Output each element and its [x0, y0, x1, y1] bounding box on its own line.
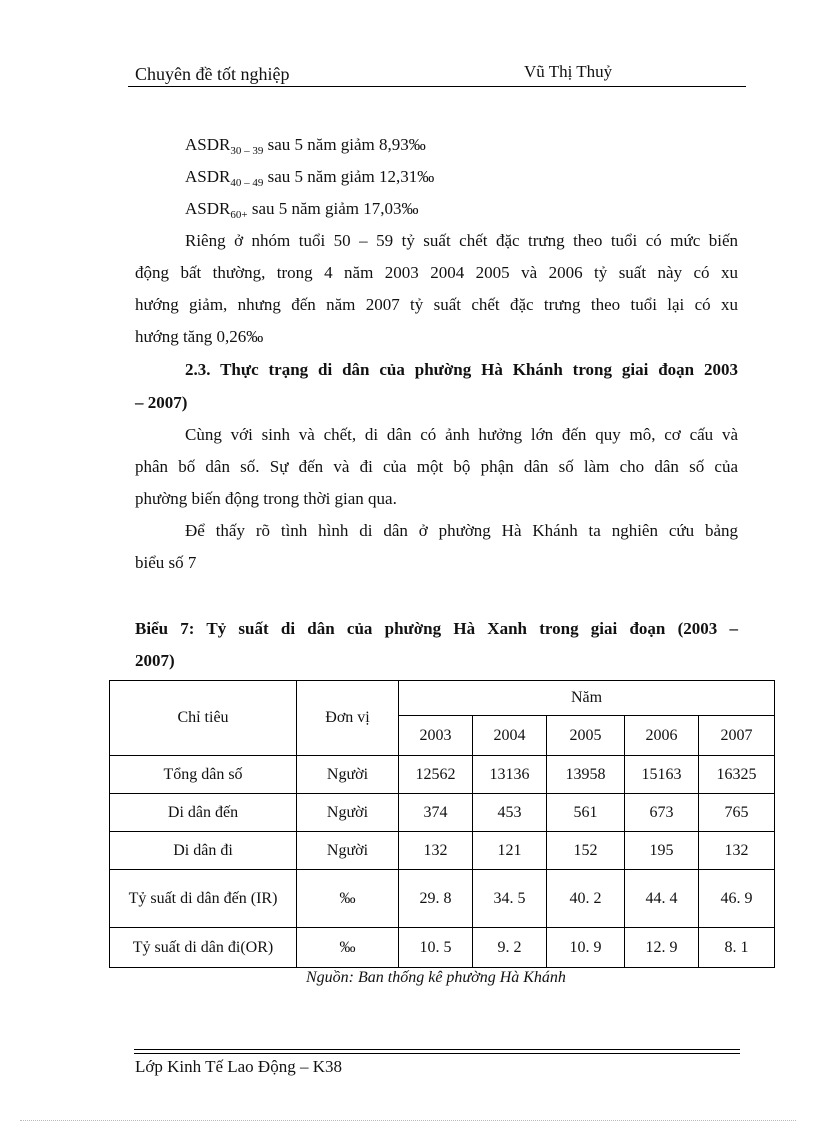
paragraph-line: hướng giảm, nhưng đến năm 2007 tỷ suất chết đặc trưng theo tuổi lại có xu: [135, 295, 738, 314]
table-cell: 44. 4: [625, 870, 699, 928]
row-unit: ‰: [297, 928, 399, 968]
table-cell: 13958: [547, 756, 625, 794]
row-unit: Người: [297, 794, 399, 832]
year-header: 2006: [625, 716, 699, 756]
header-divider: [128, 86, 746, 87]
table-cell: 9. 2: [473, 928, 547, 968]
asdr-line: $ASDR_{60+}$ sau 5 năm giảm 17,03‰: [185, 199, 419, 221]
migration-rate-table: [109, 680, 775, 968]
paragraph-line: động bất thường, trong 4 năm 2003 2004 2005 và 2006 tỷ suất này có xu: [135, 263, 738, 282]
paragraph-line: phường biến động trong thời gian qua.: [135, 489, 397, 508]
table-cell: 15163: [625, 756, 699, 794]
table-cell: 765: [699, 794, 775, 832]
table-row: [110, 756, 775, 794]
caption-line: Biểu 7: Tỷ suất di dân của phường Hà Xanh trong giai đoạn (2003 –: [135, 619, 738, 638]
footer-divider: [134, 1049, 740, 1050]
table-cell: 374: [399, 794, 473, 832]
table-cell: 46. 9: [699, 870, 775, 928]
paragraph-line: biểu số 7: [135, 553, 197, 572]
table-cell: 29. 8: [399, 870, 473, 928]
header-indicator: Chỉ tiêu: [110, 681, 297, 756]
table-cell: 132: [699, 832, 775, 870]
row-unit: ‰: [297, 870, 399, 928]
table-cell: 34. 5: [473, 870, 547, 928]
footer-class-name: Lớp Kinh Tế Lao Động – K38: [135, 1057, 342, 1076]
year-header: 2003: [399, 716, 473, 756]
table-row: [110, 870, 775, 928]
footer-divider: [134, 1053, 740, 1054]
year-header: 2007: [699, 716, 775, 756]
table-cell: 453: [473, 794, 547, 832]
asdr-line: $ASDR_{40 - 49}$ sau 5 năm giảm 12,31‰: [185, 167, 435, 189]
paragraph-line: Riêng ở nhóm tuổi 50 – 59 tỷ suất chết đặc trưng theo tuổi có mức biến: [185, 231, 738, 250]
table-cell: 13136: [473, 756, 547, 794]
document-title: Chuyên đề tốt nghiệp: [135, 64, 290, 84]
paragraph-line: Để thấy rõ tình hình di dân ở phường Hà Khánh ta nghiên cứu bảng: [185, 521, 738, 540]
row-label: Tỷ suất di dân đến (IR): [110, 870, 297, 928]
caption-line: 2007): [135, 651, 175, 670]
table-cell: 195: [625, 832, 699, 870]
paragraph-line: hướng tăng 0,26‰: [135, 327, 264, 346]
heading-line: 2.3. Thực trạng di dân của phường Hà Khánh trong giai đoạn 2003: [185, 360, 738, 379]
table-cell: 10. 9: [547, 928, 625, 968]
table-cell: 10. 5: [399, 928, 473, 968]
table-cell: 8. 1: [699, 928, 775, 968]
paragraph-line: Cùng với sinh và chết, di dân có ảnh hưởng lớn đến quy mô, cơ cấu và: [185, 425, 738, 444]
page-edge: [20, 1120, 796, 1121]
table-cell: 561: [547, 794, 625, 832]
year-header: 2005: [547, 716, 625, 756]
table-cell: 16325: [699, 756, 775, 794]
row-unit: Người: [297, 756, 399, 794]
year-header: 2004: [473, 716, 547, 756]
row-label: Tổng dân số: [110, 756, 297, 794]
paragraph-line: phân bố dân số. Sự đến và đi của một bộ phận dân số làm cho dân số của: [135, 457, 738, 476]
table-row: [110, 928, 775, 968]
row-unit: Người: [297, 832, 399, 870]
table-cell: 152: [547, 832, 625, 870]
row-label: Tỷ suất di dân đi(OR): [110, 928, 297, 968]
table-cell: 40. 2: [547, 870, 625, 928]
table-cell: 121: [473, 832, 547, 870]
row-label: Di dân đi: [110, 832, 297, 870]
header-year-group: Năm: [399, 681, 775, 716]
heading-line: – 2007): [135, 393, 188, 412]
asdr-line: $ASDR_{30 - 39}$ sau 5 năm giảm 8,93‰: [185, 135, 426, 157]
table-cell: 12562: [399, 756, 473, 794]
table-row: [110, 794, 775, 832]
row-label: Di dân đến: [110, 794, 297, 832]
table-cell: 673: [625, 794, 699, 832]
author-name: Vũ Thị Thuỷ: [524, 62, 613, 81]
table-cell: 132: [399, 832, 473, 870]
table-source: Nguồn: Ban thống kê phường Hà Khánh: [306, 969, 566, 986]
table-cell: 12. 9: [625, 928, 699, 968]
table-row: [110, 832, 775, 870]
header-unit: Đơn vị: [297, 681, 399, 756]
